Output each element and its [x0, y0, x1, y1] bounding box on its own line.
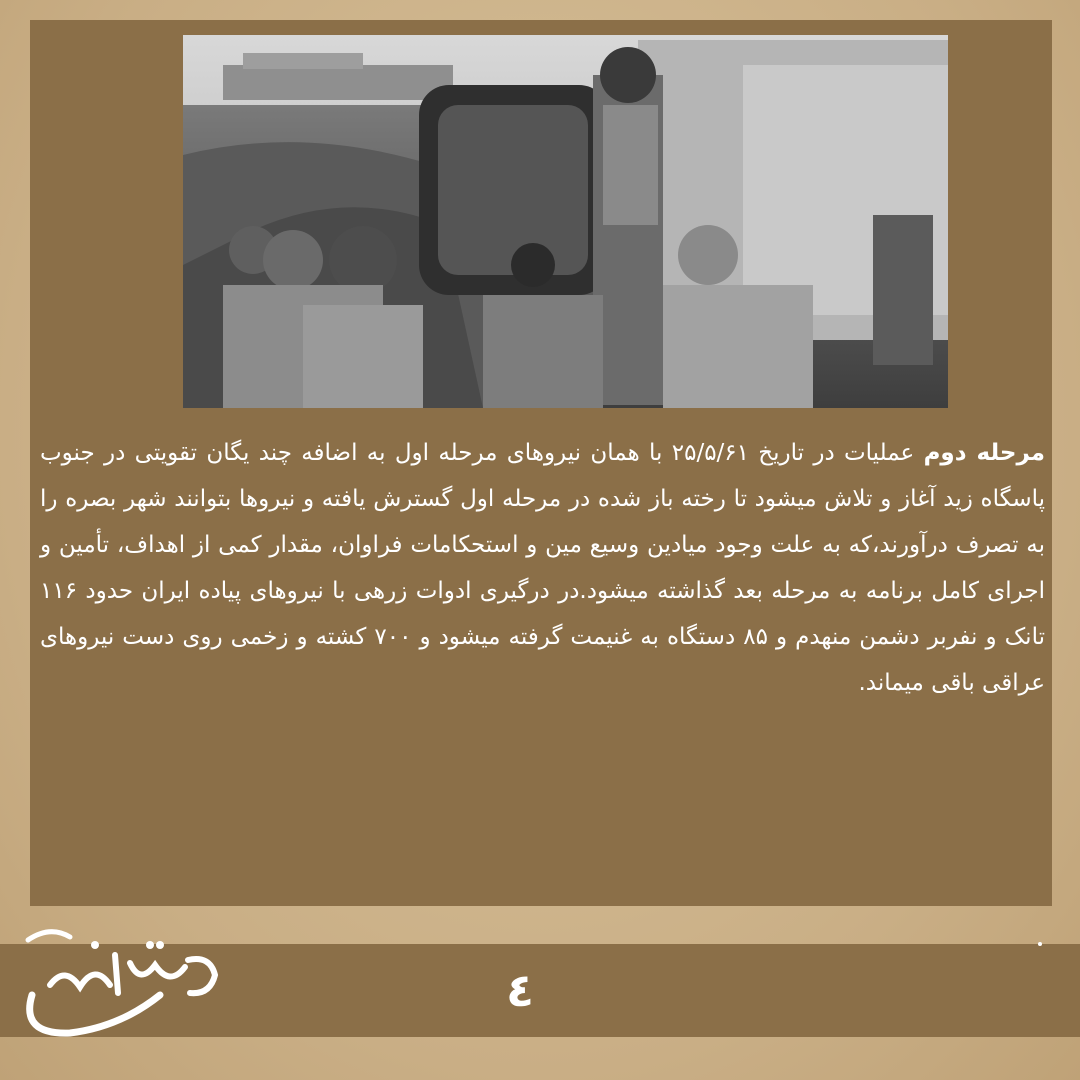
decorative-dot	[1038, 942, 1042, 946]
brand-logo	[10, 915, 230, 1055]
war-photo	[183, 35, 948, 408]
article-body: عملیات در تاریخ ۲۵/۵/۶۱ با همان نیروهای مرحله اول به اضافه چند یگان تقویتی در جنوب پاسگاه زید آغاز و تلاش میشود تا رخته باز شده در مرحله اول گسترش یافته و نیروها بتوانند شهر بصره را به تصرف درآورند،که به علت وجود میادین وسیع مین و استحکامات فراوان، مقدار کمی از اهداف، تأمین و اجرای کامل برنامه به مرحله بعد گذاشته میشود.در درگیری ادوات زرهی با نیروهای پیاده ایران حدود ۱۱۶ تانک و نفربر دشمن منهدم و ۸۵ دستگاه به غنیمت گرفته میشود و ۷۰۰ کشته و زخمی روی دست نیروهای عراقی باقی میماند.	[40, 440, 1045, 696]
article-paragraph	[40, 430, 1045, 706]
page-number: ٤	[505, 963, 535, 1017]
article-lead: مرحله دوم	[923, 440, 1045, 466]
brand-logo-calligraphy	[10, 915, 230, 1055]
war-photo-illustration	[183, 35, 948, 408]
